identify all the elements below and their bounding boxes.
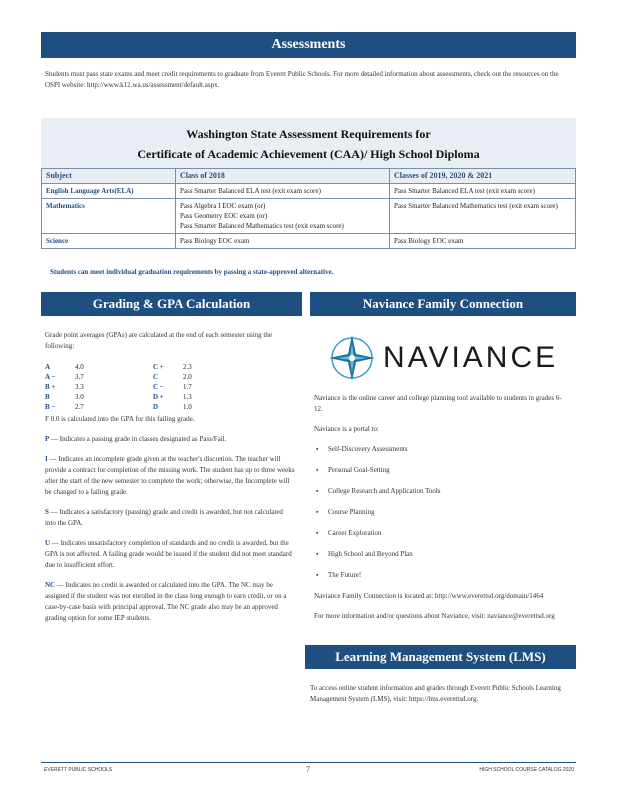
table-row <box>42 234 576 249</box>
row-class-2018: Pass Biology EOC exam <box>176 234 390 249</box>
grade-value: 1.0 <box>183 403 192 411</box>
row-subject: Mathematics <box>42 199 176 234</box>
grade-value: 2.7 <box>75 403 84 411</box>
i-term: I <box>45 455 48 463</box>
assessments-banner <box>41 32 576 58</box>
header-class-2018: Class of 2018 <box>176 169 390 184</box>
naviance-intro: Naviance is the online career and college planning tool available to students in grades 6-12. <box>314 394 562 413</box>
nc-term: NC <box>45 581 56 589</box>
naviance-logo <box>327 333 557 383</box>
naviance-title: Naviance Family Connection <box>362 296 524 311</box>
list-item: ▪ High School and Beyond Plan <box>328 549 564 560</box>
list-item: ▪ Course Planning <box>328 507 564 518</box>
grade-letter: C − <box>153 383 164 391</box>
grade-letter: B <box>45 393 50 401</box>
row-class-2019: Pass Smarter Balanced Mathematics test (exit exam score) <box>390 199 576 234</box>
f-grade-line: F 0.0 is calculated into the GPA for this failing grade. <box>45 415 195 423</box>
grade-letter: D + <box>153 393 164 401</box>
naviance-contact: For more information and/or questions about Naviance, visit: naviance@everettsd.org <box>314 612 555 620</box>
table-header-row <box>42 169 576 184</box>
naviance-feature-list <box>314 444 564 581</box>
u-grade-def <box>45 538 295 571</box>
grade-letter: B − <box>45 403 56 411</box>
nc-text: — Indicates no credit is awarded or calculated into the GPA. The NC may be assigned if the student was not enrolled in the class long enough to earn credit, or on a case-by-case basis with principal approval. The NC grade also may be an approved grading option for some IEP students. <box>45 581 287 622</box>
s-term: S <box>45 508 49 516</box>
header-subject: Subject <box>42 169 176 184</box>
row-class-2019: Pass Biology EOC exam <box>390 234 576 249</box>
s-grade-def <box>45 507 295 529</box>
footer-left: EVERETT PUBLIC SCHOOLS <box>44 767 113 773</box>
u-term: U <box>45 539 51 547</box>
grading-title: Grading & GPA Calculation <box>92 296 251 311</box>
grade-scale <box>45 362 245 412</box>
list-item: ▪ Career Exploration <box>328 528 564 539</box>
table-title-line1: Washington State Assessment Requirements for <box>186 127 431 141</box>
row-class-2019: Pass Smarter Balanced ELA test (exit exam score) <box>390 184 576 199</box>
grade-value: 3.7 <box>75 373 84 381</box>
page-number: 7 <box>306 765 310 774</box>
list-item: ▪ College Research and Application Tools <box>328 486 564 497</box>
grading-section <box>45 330 295 361</box>
row-subject: Science <box>42 234 176 249</box>
s-text: — Indicates a satisfactory (passing) grade and credit is awarded, but not calculated into the GPA. <box>45 508 283 527</box>
naviance-banner <box>310 292 576 316</box>
table-title <box>41 118 576 168</box>
grade-value: 1.7 <box>183 383 192 391</box>
header-class-2019: Classes of 2019, 2020 & 2021 <box>390 169 576 184</box>
p-term: P <box>45 435 50 443</box>
grading-intro: Grade point averages (GPAs) are calculated at the end of each semester using the following: <box>45 331 272 350</box>
lms-title: Learning Management System (LMS) <box>335 649 546 664</box>
row-class-2018: Pass Algebra I EOC exam (or) Pass Geometry EOC exam (or) Pass Smarter Balanced Mathematics test (exit exam score) <box>176 199 390 234</box>
table-row <box>42 199 576 234</box>
row-class-2018: Pass Smarter Balanced ELA test (exit exam score) <box>176 184 390 199</box>
footer-right: HIGH SCHOOL COURSE CATALOG 2020 <box>479 767 574 773</box>
lms-banner <box>305 645 576 669</box>
naviance-portal-label: Naviance is a portal to: <box>314 425 379 433</box>
lms-text: To access online student information and grades through Everett Public Schools Learning Management System (LMS), visit: https://lms.everettsd.org. <box>310 684 561 703</box>
p-grade-def <box>45 434 295 445</box>
assessment-requirements-table <box>41 118 576 288</box>
grade-letter: B + <box>45 383 56 391</box>
i-grade-def <box>45 454 295 498</box>
nc-grade-def <box>45 580 295 624</box>
naviance-logo-text: NAVIANCE <box>383 341 559 374</box>
grade-value: 3.3 <box>75 383 84 391</box>
page-footer <box>41 762 576 774</box>
grade-value: 4.0 <box>75 363 84 371</box>
grade-letter: D <box>153 403 159 411</box>
table-title-line2: Certificate of Academic Achievement (CAA)/ High School Diploma <box>137 147 480 161</box>
assessments-intro: Students must pass state exams and meet credit requirements to graduate from Everett Public Schools. For more detailed information about assessments, check out the resources on the OSPI website: http://www.k12.wa.us/assessment/default.aspx. <box>45 70 559 89</box>
assessments-title: Assessments <box>271 37 346 52</box>
grade-letter: C <box>153 373 159 381</box>
grade-letter: A − <box>45 373 56 381</box>
u-text: — Indicates unsatisfactory completion of standards and no credit is awarded, but the GPA is not affected. A failing grade would be issued if the student did not meet standard due to insufficient effort. <box>45 539 292 569</box>
grade-value: 2.3 <box>183 363 192 371</box>
list-item: ▪ Self-Discovery Assessments <box>328 444 564 455</box>
table-row <box>42 184 576 199</box>
naviance-section <box>314 393 564 631</box>
grade-value: 1.3 <box>183 393 192 401</box>
grade-value: 2.0 <box>183 373 192 381</box>
grading-banner <box>41 292 302 316</box>
p-text: — Indicates a passing grade in classes designated as Pass/Fail. <box>49 435 227 443</box>
grade-definitions <box>45 414 295 633</box>
grade-letter: C + <box>153 363 164 371</box>
alternative-note: Students can meet individual graduation requirements by passing a state-approved alternative. <box>50 268 334 276</box>
i-text: — Indicates an incomplete grade given at the teacher's discretion. The teacher will provide a contract for completion of the missing work. The student has up to three weeks after the start of the new semester to complete the work; otherwise, the Incomplete will be changed to a failing grade. <box>45 455 295 496</box>
list-item: ▪ Personal Goal-Setting <box>328 465 564 476</box>
list-item: ▪ The Future! <box>328 570 564 581</box>
naviance-location: Naviance Family Connection is located at: http://www.everettsd.org/domain/1464 <box>314 592 544 600</box>
grade-value: 3.0 <box>75 393 84 401</box>
row-subject: English Language Arts(ELA) <box>42 184 176 199</box>
grade-letter: A <box>45 363 51 371</box>
